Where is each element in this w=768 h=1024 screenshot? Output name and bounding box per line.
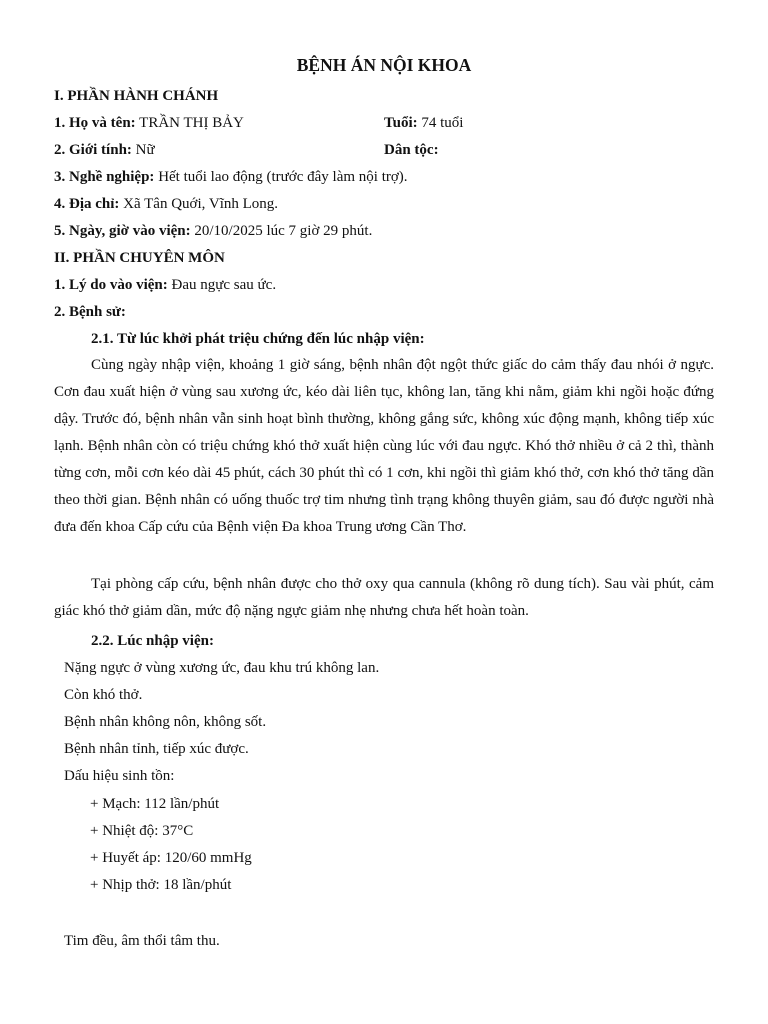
section-heading-administrative: I. PHẦN HÀNH CHÁNH [54, 88, 219, 104]
field-age-label: Tuổi: [384, 115, 418, 131]
section-heading-professional: II. PHẦN CHUYÊN MÔN [54, 250, 225, 266]
vital-signs-heading: Dấu hiệu sinh tồn: [64, 768, 175, 784]
field-address-value: Xã Tân Quới, Vĩnh Long. [119, 196, 279, 212]
vital-temperature: + Nhiệt độ: 37°C [90, 823, 194, 839]
field-occupation [54, 168, 408, 186]
document-title: BỆNH ÁN NỘI KHOA [296, 55, 472, 75]
field-name-label: 1. Họ và tên: [54, 115, 136, 131]
field-ethnicity [384, 141, 439, 159]
vital-pulse: + Mạch: 112 lần/phút [90, 796, 220, 812]
field-age-value: 74 tuổi [417, 115, 464, 131]
field-age [384, 114, 463, 132]
field-name [54, 114, 244, 132]
field-admission-time-value: 20/10/2025 lúc 7 giờ 29 phút. [190, 223, 373, 239]
field-gender-label: 2. Giới tính: [54, 142, 132, 158]
field-gender-value: Nữ [131, 142, 155, 158]
history-paragraph-2: Tại phòng cấp cứu, bệnh nhân được cho thở oxy qua cannula (không rõ dung tích). Sau vài phút, cảm giác khó thở giảm dần, mức độ nặng ngực giảm nhẹ nhưng chưa hết hoàn toàn. [54, 576, 714, 619]
field-admission-time-label: 5. Ngày, giờ vào viện: [54, 223, 191, 239]
admission-line: Nặng ngực ở vùng xương ức, đau khu trú không lan. [64, 660, 380, 676]
admission-line: Còn khó thở. [64, 687, 143, 703]
vital-blood-pressure: + Huyết áp: 120/60 mmHg [90, 850, 252, 866]
field-occupation-value: Hết tuổi lao động (trước đây làm nội trợ). [154, 169, 408, 185]
subsection-onset-heading: 2.1. Từ lúc khởi phát triệu chứng đến lúc nhập viện: [91, 331, 425, 347]
admission-line: Bệnh nhân tỉnh, tiếp xúc được. [64, 741, 249, 757]
field-name-value: TRẦN THỊ BẢY [135, 115, 244, 131]
field-gender [54, 141, 155, 159]
heart-exam-line: Tim đều, âm thổi tâm thu. [64, 933, 220, 949]
field-reason [54, 276, 276, 294]
field-history-label: 2. Bệnh sử: [54, 304, 126, 320]
field-occupation-label: 3. Nghề nghiệp: [54, 169, 155, 185]
field-reason-label: 1. Lý do vào viện: [54, 277, 168, 293]
field-address [54, 195, 278, 213]
vital-respiratory-rate: + Nhịp thở: 18 lần/phút [90, 877, 232, 893]
subsection-admission-heading: 2.2. Lúc nhập viện: [91, 633, 214, 649]
field-admission-time [54, 222, 372, 240]
history-paragraph-1: Cùng ngày nhập viện, khoảng 1 giờ sáng, bệnh nhân đột ngột thức giấc do cảm thấy đau nhói ở ngực. Cơn đau xuất hiện ở vùng sau xương ức, kéo dài liên tục, không lan, tăng khi nằm, giảm khi ngồi hoặc đứng dậy. Trước đó, bệnh nhân vẫn sinh hoạt bình thường, không gắng sức, không xúc động mạnh, không tiếp xúc lạnh. Bệnh nhân còn có triệu chứng khó thở xuất hiện cùng lúc với đau ngực. Khó thở nhiều ở cả 2 thì, thành từng cơn, mỗi cơn kéo dài 45 phút, cách 30 phút thì có 1 cơn, khi ngồi thì giảm khó thở, cơn khó thở tăng dần theo thời gian. Bệnh nhân có uống thuốc trợ tim nhưng tình trạng không thuyên giảm, sau đó được người nhà đưa đến khoa Cấp cứu của Bệnh viện Đa khoa Trung ương Cần Thơ. [54, 357, 714, 535]
field-reason-value: Đau ngực sau ức. [167, 277, 277, 293]
field-address-label: 4. Địa chỉ: [54, 196, 120, 212]
field-ethnicity-label: Dân tộc: [384, 142, 439, 158]
admission-line: Bệnh nhân không nôn, không sốt. [64, 714, 267, 730]
